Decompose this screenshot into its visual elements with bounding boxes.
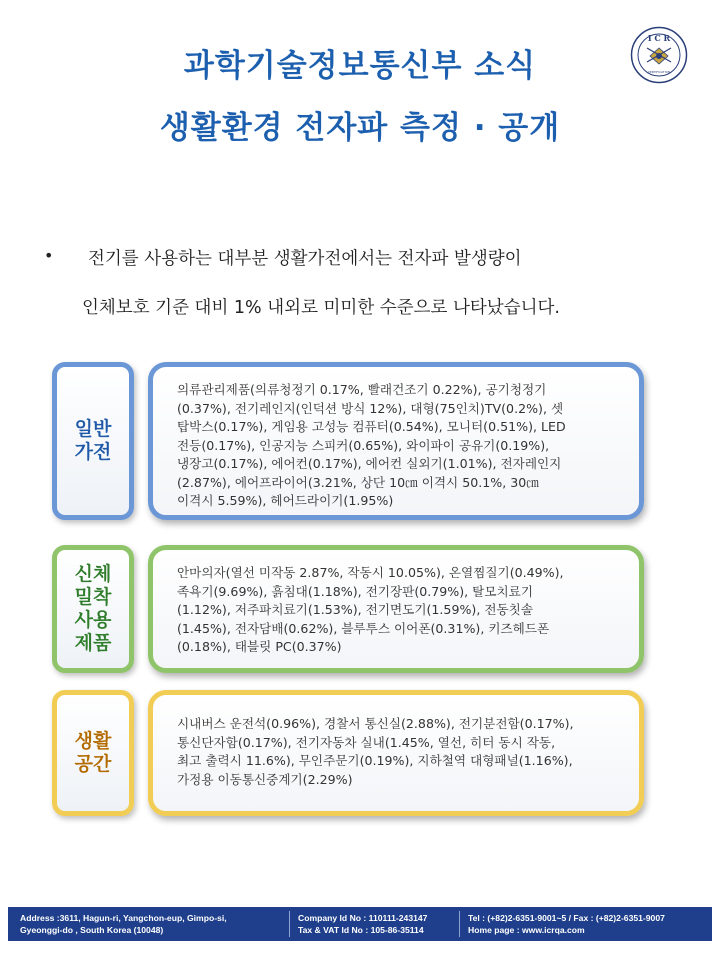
content-line: (1.45%), 전자담배(0.62%), 블루투스 이어폰(0.31%), 키즈헤드폰 [177, 620, 550, 636]
content-line: (0.37%), 전기레인지(인덕션 방식 12%), 대형(75인치)TV(0.2%), 셋 [177, 400, 564, 416]
intro-line1: 전기를 사용하는 대부분 생활가전에서는 전자파 발생량이 [88, 249, 522, 269]
content-line: 전등(0.17%), 인공지능 스피커(0.65%), 와이파이 공유기(0.19%), [177, 437, 550, 453]
content-line: 탑박스(0.17%), 게임용 고성능 컴퓨터(0.54%), 모니터(0.51%), LED [177, 419, 566, 434]
footer-divider [289, 911, 290, 937]
page-title-line2: 생활환경 전자파 측정 · 공개 [159, 110, 561, 146]
footer-company-line1: Company Id No : 110111-243147 [298, 913, 428, 923]
footer-address [20, 912, 227, 936]
category-content-box [148, 545, 644, 673]
footer-company [298, 912, 427, 936]
category-general-appliances [52, 362, 644, 520]
category-body-contact-products [52, 545, 644, 673]
content-line: 족욕기(9.69%), 흙침대(1.18%), 전기장판(0.79%), 탈모치료기 [177, 583, 534, 599]
content-line: 냉장고(0.17%), 에어컨(0.17%), 에어컨 실외기(1.01%), 전자레인지 [177, 456, 562, 471]
category-content [177, 381, 623, 511]
content-line: 의류관리제품(의류청정기 0.17%, 빨래건조기 0.22%), 공기청정기 [177, 382, 547, 397]
content-line: 통신단자함(0.17%), 전기자동차 실내(1.45%, 열선, 히터 동시 작동, [177, 734, 556, 750]
svg-text:CERTIFICATION: CERTIFICATION [647, 70, 671, 74]
icr-logo [630, 26, 688, 84]
content-line: 이격시 5.59%), 헤어드라이기(1.95%) [177, 493, 394, 508]
category-label-box [52, 690, 134, 816]
category-label: 신체 밀착 사용 제품 [74, 563, 112, 654]
footer-contact-line2: Home page : www.icrqa.com [468, 925, 585, 935]
category-label: 일반 가전 [74, 418, 112, 463]
content-line: 시내버스 운전석(0.96%), 경찰서 통신실(2.88%), 전기분전함(0.17%), [177, 716, 574, 731]
page-footer [8, 907, 712, 941]
intro-line2: 인체보호 기준 대비 1% 내외로 미미한 수준으로 나타났습니다. [82, 298, 560, 318]
content-line: (1.12%), 저주파치료기(1.53%), 전기면도기(1.59%), 전동칫솔 [177, 602, 534, 617]
content-line: (2.87%), 에어프라이어(3.21%, 상단 10㎝ 이격시 50.1%, 30㎝ [177, 474, 539, 490]
content-line: 가정용 이동통신중계기(2.29%) [177, 771, 353, 787]
content-line: 안마의자(열선 미작동 2.87%, 작동시 10.05%), 온열찜질기(0.49%), [177, 565, 564, 580]
footer-contact-line1: Tel : (+82)2-6351-9001~5 / Fax : (+82)2-6351-9007 [468, 913, 665, 923]
category-content [177, 709, 623, 789]
footer-address-line2: Gyeonggi-do , South Korea (10048) [20, 925, 164, 935]
footer-address-line1: Address :3611, Hagun-ri, Yangchon-eup, Gimpo-si, [20, 913, 227, 923]
footer-divider [459, 911, 460, 937]
svg-text:I C R: I C R [647, 33, 671, 43]
content-line: (0.18%), 태블릿 PC(0.37%) [177, 639, 342, 654]
bullet-dot: • [44, 246, 54, 265]
category-content-box [148, 362, 644, 520]
category-content-box [148, 690, 644, 816]
footer-company-line2: Tax & VAT Id No : 105-86-35114 [298, 925, 424, 935]
content-line: 최고 출력시 11.6%), 무인주문기(0.19%), 지하철역 대형패널(1.16%), [177, 753, 573, 768]
category-label-box [52, 362, 134, 520]
page-title-line1: 과학기술정보통신부 소식 [183, 48, 537, 84]
category-label: 생활 공간 [74, 730, 112, 775]
category-living-spaces [52, 690, 644, 816]
footer-contact [468, 912, 665, 936]
category-content [177, 564, 623, 657]
category-label-box [52, 545, 134, 673]
